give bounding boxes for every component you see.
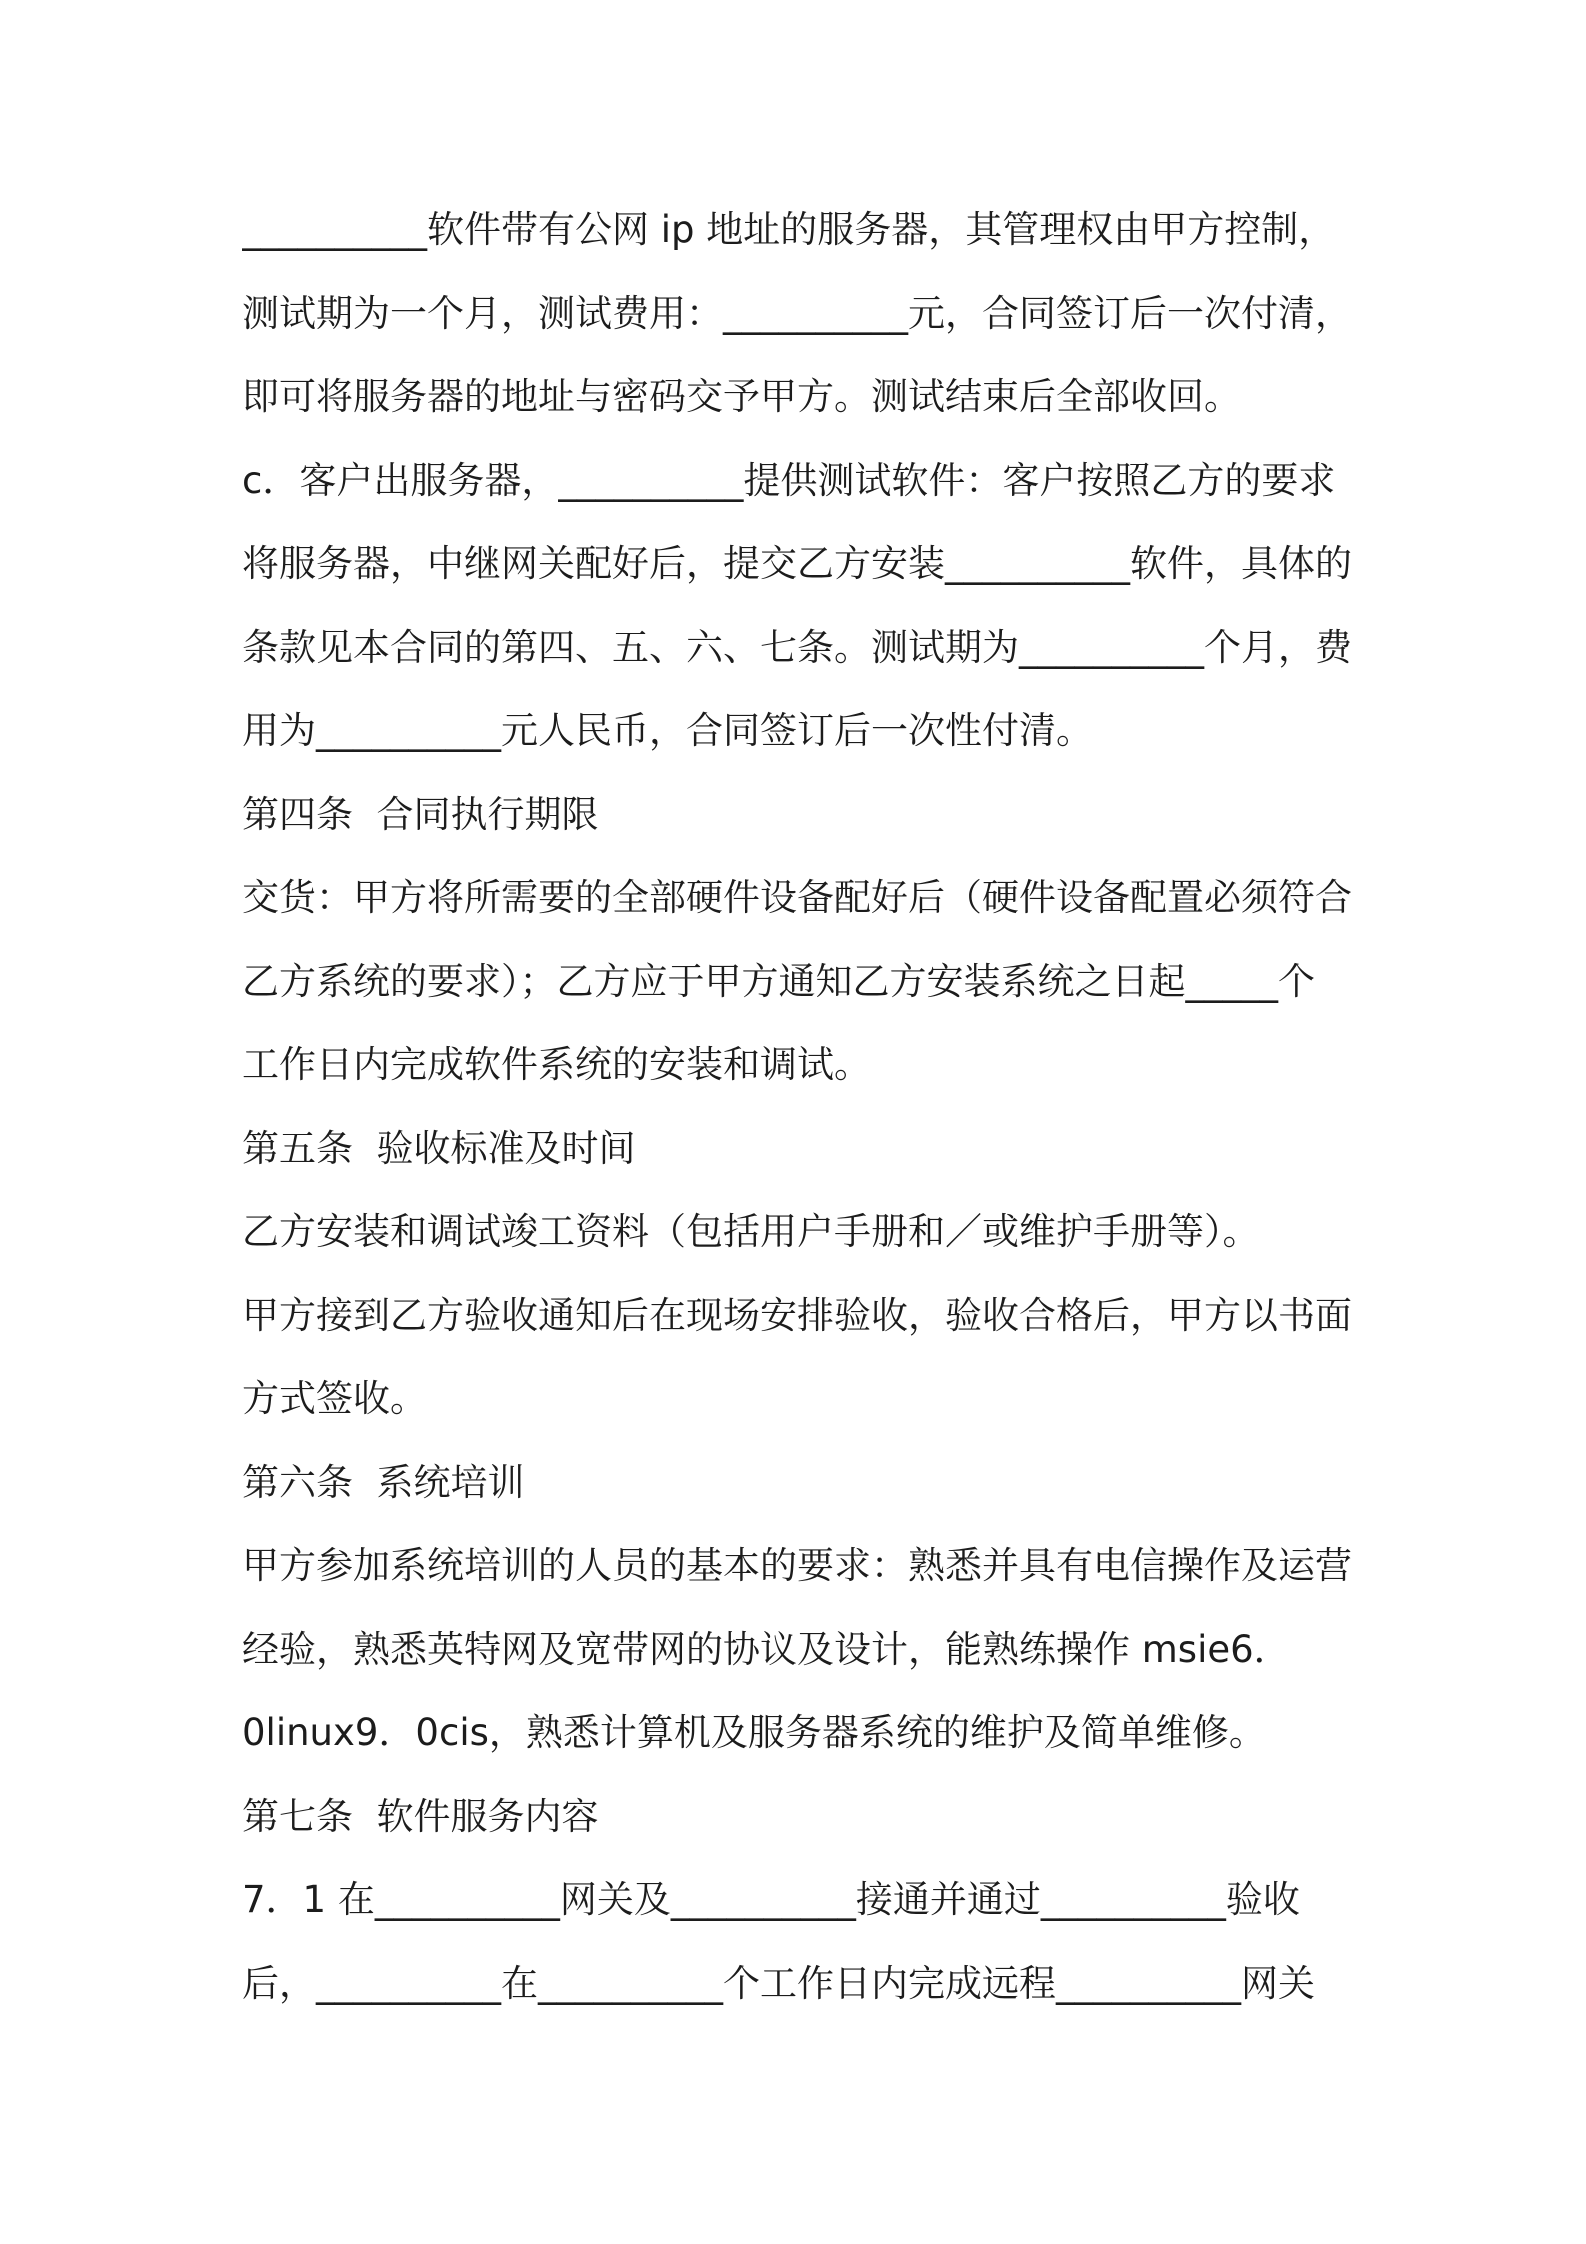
paragraph-service-content — [242, 1858, 1586, 2025]
text-line: 后，__________在__________个工作日内完成远程__________网关 — [242, 1961, 1315, 2005]
text-line: 7．1 在__________网关及__________接通并通过__________验收 — [242, 1878, 1300, 1921]
paragraph-delivery — [242, 856, 1586, 1107]
heading-article-4: 第四条 合同执行期限 — [242, 792, 599, 836]
text-line: __________软件带有公网 ip 地址的服务器，其管理权由甲方控制， — [242, 208, 1336, 251]
heading-article-7: 第七条 软件服务内容 — [242, 1794, 599, 1838]
text-line: 交货：甲方将所需要的全部硬件设备配好后（硬件设备配置必须符合 — [242, 876, 1352, 919]
text-line: c．客户出服务器，__________提供测试软件：客户按照乙方的要求 — [242, 458, 1336, 502]
text-line: 条款见本合同的第四、五、六、七条。测试期为__________个月，费 — [242, 625, 1352, 669]
text-line: 测试期为一个月，测试费用：__________元，合同签订后一次付清， — [242, 291, 1352, 335]
paragraph-acceptance-materials — [242, 1190, 1586, 1274]
text-line: 甲方参加系统培训的人员的基本的要求：熟悉并具有电信操作及运营 — [242, 1544, 1352, 1587]
text-line: 经验，熟悉英特网及宽带网的协议及设计，能熟练操作 msie6． — [242, 1627, 1291, 1671]
text-line: 工作日内完成软件系统的安装和调试。 — [242, 1043, 871, 1086]
text-line: 乙方系统的要求）；乙方应于甲方通知乙方安装系统之日起_____个 — [242, 959, 1315, 1003]
text-line: 甲方接到乙方验收通知后在现场安排验收，验收合格后，甲方以书面 — [242, 1293, 1352, 1337]
text-line: 将服务器，中继网关配好后，提交乙方安装__________软件，具体的 — [242, 542, 1352, 585]
text-line: 0linux9．0cis，熟悉计算机及服务器系统的维护及简单维修。 — [242, 1711, 1266, 1754]
text-line: 即可将服务器的地址与密码交予甲方。测试结束后全部收回。 — [242, 375, 1241, 418]
paragraph-training-requirements — [242, 1524, 1586, 1775]
text-line: 方式签收。 — [242, 1377, 427, 1420]
heading-article-5: 第五条 验收标准及时间 — [242, 1126, 636, 1170]
paragraph-server-test-terms — [242, 188, 1586, 439]
paragraph-acceptance-signoff — [242, 1274, 1586, 1441]
text-line: 用为__________元人民币，合同签订后一次性付清。 — [242, 709, 1093, 752]
paragraph-client-server-option — [242, 439, 1586, 773]
heading-article-6: 第六条 系统培训 — [242, 1460, 525, 1504]
text-line: 乙方安装和调试竣工资料（包括用户手册和／或维护手册等）。 — [242, 1210, 1260, 1253]
